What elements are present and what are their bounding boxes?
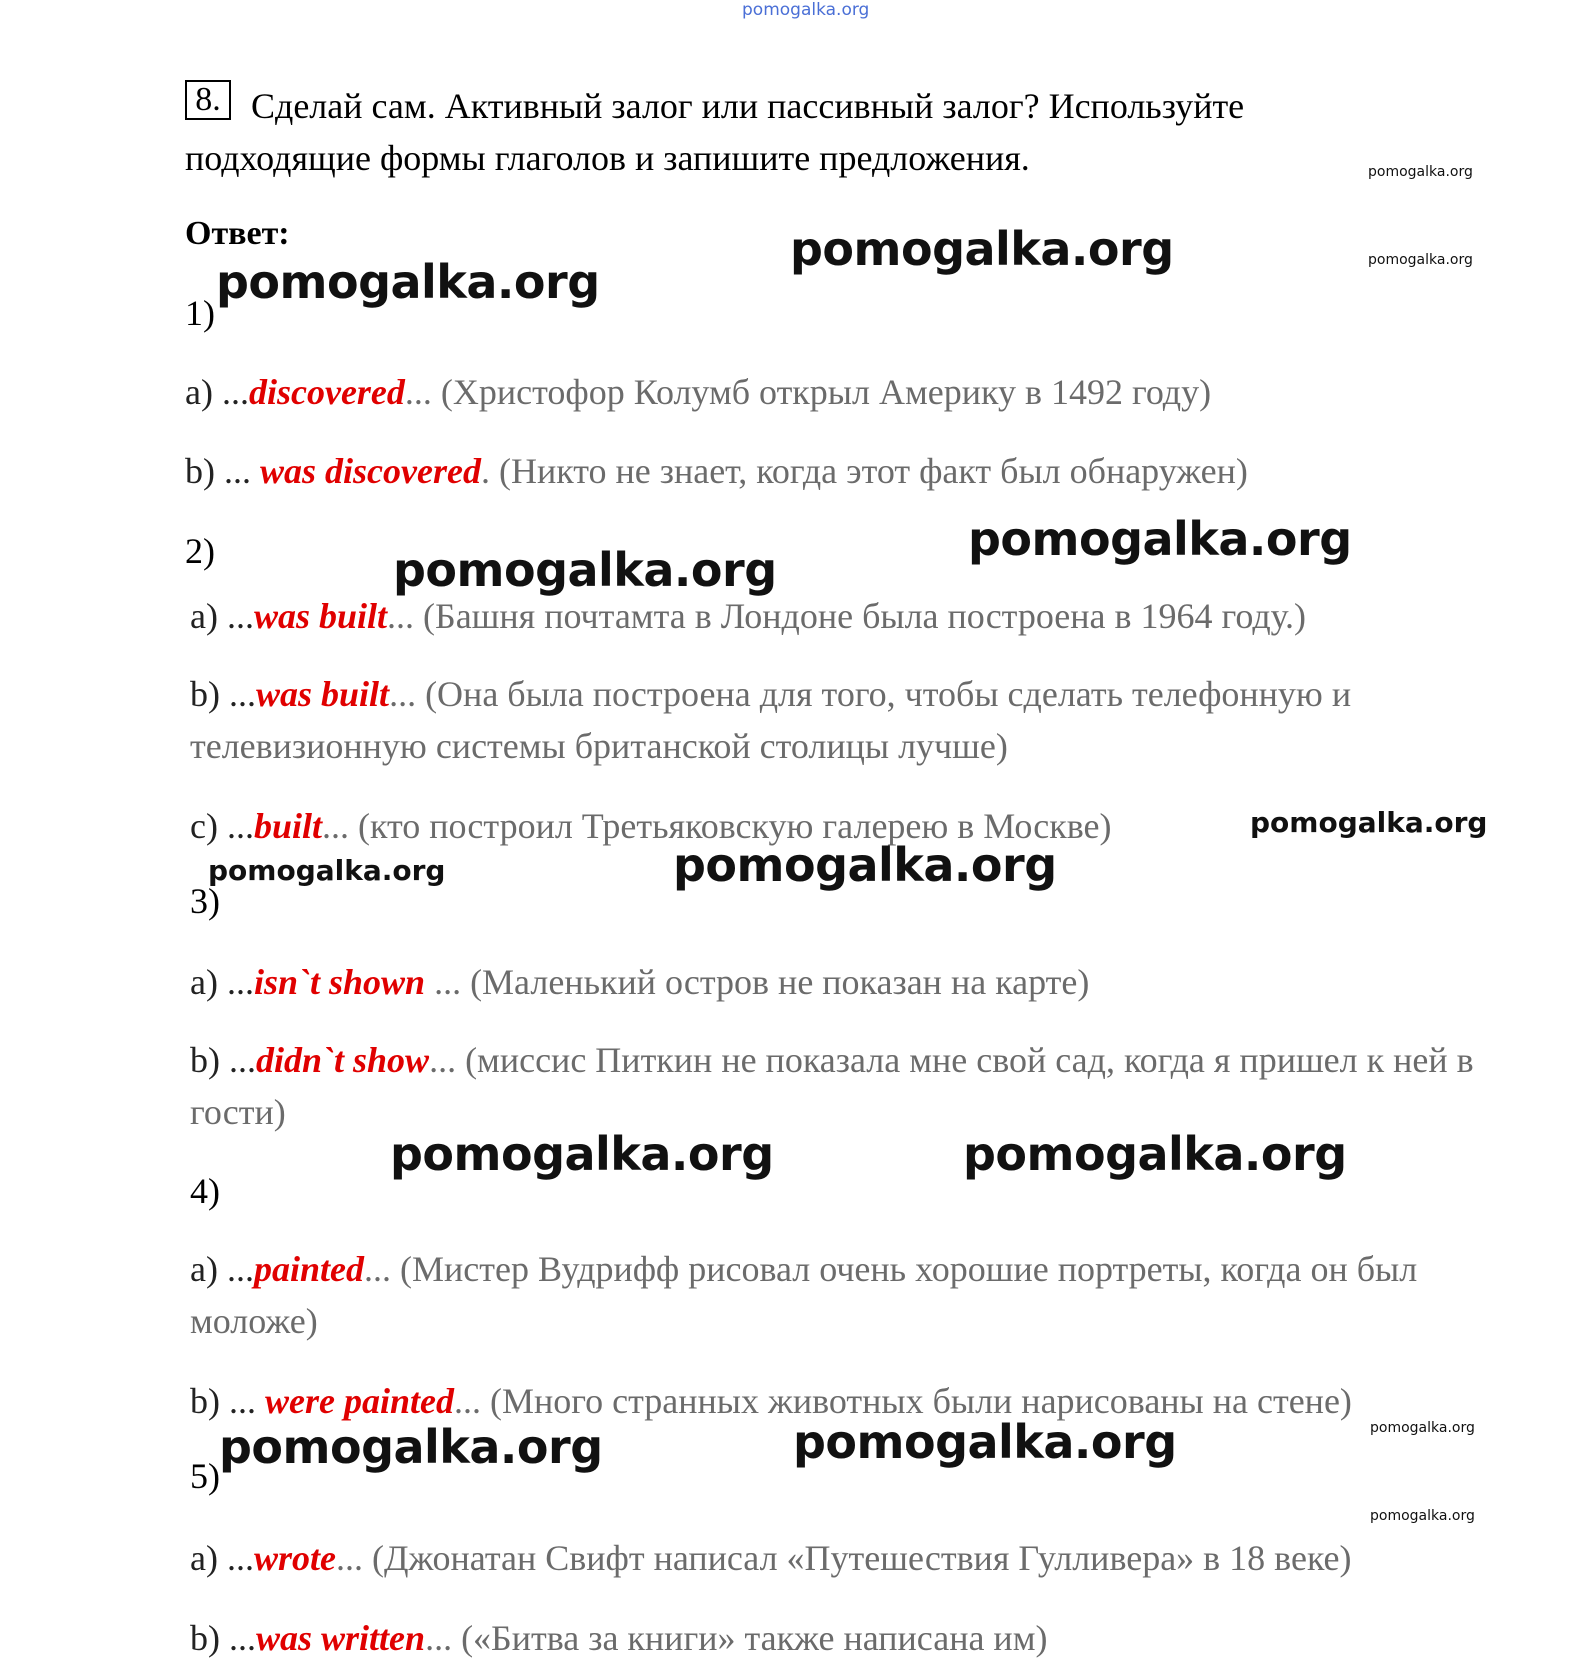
answer-line [190,1612,1047,1664]
watermark: pomogalka.org [790,222,1174,276]
translation: ... (Христофор Колумб открыл Америку в 1492 году) [404,372,1212,412]
verb-answer: were painted [265,1381,454,1421]
watermark: pomogalka.org [208,854,446,887]
answer-line [190,956,1089,1008]
verb-answer: was written [256,1618,426,1658]
group-number: 2) [185,531,215,571]
item-label: a) ... [190,1538,254,1578]
watermark: pomogalka.org [219,1420,603,1474]
watermark: pomogalka.org [1368,252,1473,268]
item-label: b) ... [190,674,256,714]
item-label: a) ... [190,596,254,636]
item-label: b) ... [185,451,260,491]
translation: ... («Битва за книги» также написана им) [425,1618,1048,1658]
item-label: b) ... [190,1040,256,1080]
item-label: a) ... [185,372,249,412]
watermark: pomogalka.org [216,255,600,309]
translation: . (Никто не знает, когда этот факт был обнаружен) [480,451,1248,491]
verb-answer: isn`t shown [253,962,426,1002]
answer-line [190,1243,1490,1347]
answer-line [190,668,1490,772]
translation: ... (Мистер Вудрифф рисовал очень хорошие портреты, когда он был моложе) [190,1249,1418,1341]
answer-line [190,1532,1352,1584]
verb-answer: didn`t show [256,1040,430,1080]
watermark: pomogalka.org [968,512,1352,566]
verb-answer: was built [253,596,388,636]
translation: ... (Джонатан Свифт написал «Путешествия Гулливера» в 18 веке) [335,1538,1352,1578]
watermark: pomogalka.org [673,838,1057,892]
translation: ... (Башня почтамта в Лондоне была построена в 1964 году.) [387,596,1307,636]
item-label: b) ... [190,1618,256,1658]
watermark: pomogalka.org [393,543,777,597]
watermark: pomogalka.org [1370,1420,1475,1436]
translation: ... (Она была построена для того, чтобы сделать телефонную и телевизионную системы британской столицы лучше) [190,674,1352,766]
site-mark: pomogalka.org [742,0,870,20]
answer-label: Ответ: [185,215,290,252]
watermark: pomogalka.org [793,1415,1177,1469]
group-number: 4) [190,1171,220,1211]
watermark: pomogalka.org [1250,806,1488,839]
task-text [185,80,1435,184]
group-number: 5) [190,1456,220,1496]
translation: ... (кто построил Третьяковскую галерею в Москве) [322,806,1112,846]
group-number: 1) [185,293,215,333]
verb-answer: wrote [253,1538,336,1578]
verb-answer: painted [253,1249,364,1289]
item-label: b) ... [190,1381,265,1421]
watermark: pomogalka.org [963,1127,1347,1181]
translation: ... (миссис Питкин не показала мне свой сад, когда я пришел к ней в гости) [190,1040,1474,1132]
answer-line [190,590,1306,642]
item-label: c) ... [190,806,254,846]
item-label: a) ... [190,1249,254,1289]
answer-line [190,1034,1490,1138]
verb-answer: was built [256,674,390,714]
watermark: pomogalka.org [390,1127,774,1181]
task-instruction: Сделай сам. Активный залог или пассивный залог? Используйте подходящие формы глаголов и запишите предложения. [185,86,1245,178]
watermark: pomogalka.org [1370,1508,1475,1524]
watermark: pomogalka.org [1368,164,1473,180]
verb-answer: discovered [248,372,405,412]
translation: ... (Маленький остров не показан на карте) [425,962,1090,1002]
task-number: 8. [185,80,231,120]
answer-line [185,366,1211,418]
answer-line [185,445,1248,497]
group-number: 3) [190,881,220,921]
verb-answer: built [253,806,322,846]
translation: ... (Много странных животных были нарисованы на стене) [453,1381,1352,1421]
item-label: a) ... [190,962,254,1002]
verb-answer: was discovered [260,451,481,491]
